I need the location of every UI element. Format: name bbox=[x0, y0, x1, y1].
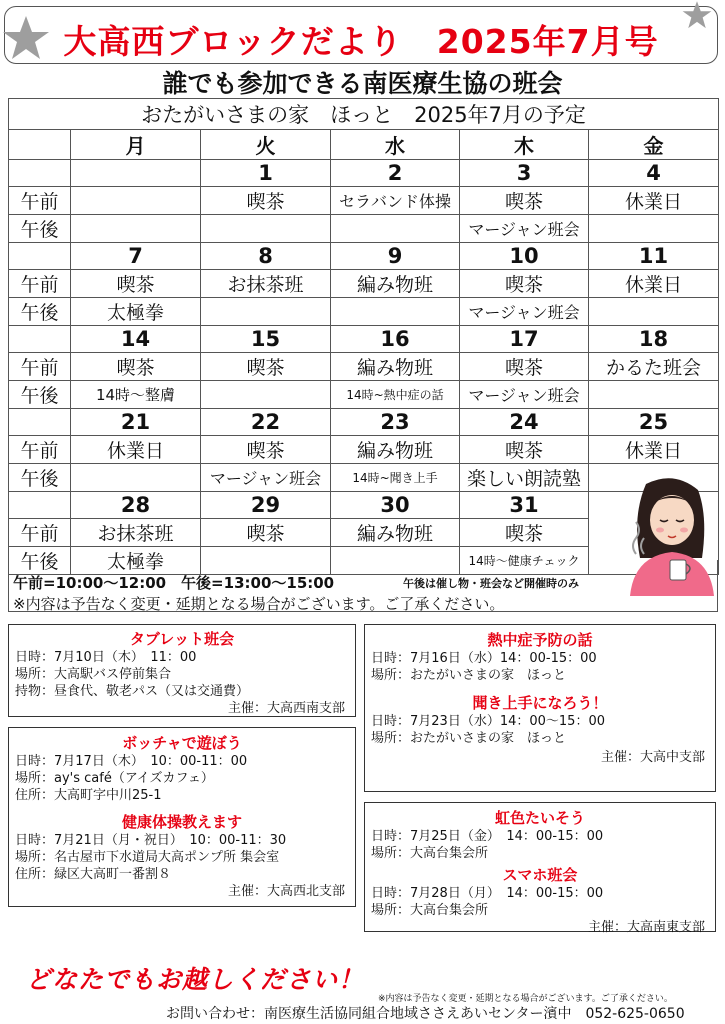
event-line: 日時：7月25日（金） 14：00-15：00 bbox=[371, 829, 604, 844]
pm-note: 午後は催し物・班会など開催時のみ bbox=[403, 577, 579, 590]
weekday-header: 月 bbox=[71, 130, 201, 160]
date-cell: 17 bbox=[460, 326, 589, 353]
pm-cell bbox=[331, 298, 460, 326]
date-cell: 4 bbox=[589, 160, 719, 187]
event-line: 場所：おたがいさまの家 ほっと bbox=[371, 668, 567, 683]
pm-cell: マージャン班会 bbox=[460, 298, 589, 326]
am-cell: 喫茶 bbox=[71, 270, 201, 298]
am-cell: 喫茶 bbox=[71, 353, 201, 381]
pm-cell bbox=[589, 215, 719, 243]
event-line: 日時：7月21日（月・祝日） 10：00-11：30 bbox=[15, 833, 287, 848]
event-line: 場所：おたがいさまの家 ほっと bbox=[371, 731, 567, 746]
event-box-tablet bbox=[8, 624, 356, 717]
pm-label: 午後 bbox=[9, 215, 71, 243]
star-icon bbox=[682, 0, 712, 30]
pm-cell: 14時～健康チェック bbox=[460, 547, 589, 575]
date-cell: 24 bbox=[460, 409, 589, 436]
date-cell: 31 bbox=[460, 492, 589, 519]
event-title: 聞き上手になろう！ bbox=[472, 694, 608, 712]
pm-label: 午後 bbox=[9, 547, 71, 575]
date-cell: 2 bbox=[331, 160, 460, 187]
am-cell: 喫茶 bbox=[201, 519, 331, 547]
schedule-calendar bbox=[8, 98, 719, 575]
date-cell: 29 bbox=[201, 492, 331, 519]
pm-cell bbox=[71, 464, 201, 492]
date-cell: 11 bbox=[589, 243, 719, 270]
am-cell: 喫茶 bbox=[460, 270, 589, 298]
label-cell bbox=[9, 160, 71, 187]
date-cell: 8 bbox=[201, 243, 331, 270]
event-host: 主催：大高中支部 bbox=[600, 750, 705, 765]
pm-cell: 14時~聞き上手 bbox=[331, 464, 460, 492]
am-label: 午前 bbox=[9, 187, 71, 215]
am-cell bbox=[71, 187, 201, 215]
am-cell: 喫茶 bbox=[460, 519, 589, 547]
event-title: タブレット班会 bbox=[129, 630, 235, 648]
am-cell: 休業日 bbox=[589, 270, 719, 298]
am-label: 午前 bbox=[9, 270, 71, 298]
event-title: 健康体操教えます bbox=[121, 813, 242, 831]
subtitle: 誰でも参加できる南医療生協の班会 bbox=[162, 69, 563, 98]
am-label: 午前 bbox=[9, 436, 71, 464]
am-cell: かるた班会 bbox=[589, 353, 719, 381]
pm-cell: 太極拳 bbox=[71, 547, 201, 575]
pm-label: 午後 bbox=[9, 381, 71, 409]
weekday-header: 水 bbox=[331, 130, 460, 160]
pm-cell bbox=[201, 215, 331, 243]
pm-cell: 14時~熱中症の話 bbox=[331, 381, 460, 409]
pm-cell bbox=[201, 298, 331, 326]
event-host: 主催：大高南東支部 bbox=[587, 920, 705, 935]
event-line: 日時：7月10日（木） 11：00 bbox=[15, 650, 197, 665]
date-cell: 22 bbox=[201, 409, 331, 436]
am-cell: お抹茶班 bbox=[201, 270, 331, 298]
am-cell: お抹茶班 bbox=[71, 519, 201, 547]
event-line: 日時：7月16日（水）14：00-15：00 bbox=[371, 651, 597, 666]
change-notice: ※内容は予告なく変更・延期となる場合がございます。ご了承ください。 bbox=[13, 595, 505, 613]
event-box-heatstroke-listening bbox=[364, 624, 716, 792]
event-line: 住所：緑区大高町一番割８ bbox=[15, 867, 172, 882]
event-host: 主催：大高西南支部 bbox=[227, 701, 345, 716]
event-line: 場所：ay's café（アイズカフェ） bbox=[15, 771, 214, 786]
label-cell bbox=[9, 492, 71, 519]
event-line: 場所：大高台集会所 bbox=[371, 846, 489, 861]
contact-info: お問い合わせ：南医療生活協同組合地域ささえあいセンター濱中 052-625-0650 bbox=[166, 1006, 685, 1022]
pm-label: 午後 bbox=[9, 464, 71, 492]
calendar-title: おたがいさまの家 ほっと 2025年7月の予定 bbox=[9, 99, 719, 130]
pm-cell: マージャン班会 bbox=[460, 215, 589, 243]
am-cell: 編み物班 bbox=[331, 436, 460, 464]
am-cell: 喫茶 bbox=[460, 187, 589, 215]
event-line: 場所：名古屋市下水道局大高ポンプ所 集会室 bbox=[15, 850, 280, 865]
hours-text: 午前=10:00～12:00 午後=13:00～15:00 bbox=[13, 574, 335, 592]
date-cell: 9 bbox=[331, 243, 460, 270]
weekday-header: 金 bbox=[589, 130, 719, 160]
am-cell: 喫茶 bbox=[460, 436, 589, 464]
date-cell bbox=[71, 160, 201, 187]
event-line: 日時：7月28日（月） 14：00-15：00 bbox=[371, 886, 604, 901]
newsletter-title: 大高西ブロックだより 2025年7月号 bbox=[63, 22, 659, 61]
footer-footnote: ※内容は予告なく変更・延期となる場合がございます。ご了承ください。 bbox=[378, 994, 673, 1004]
header-banner bbox=[4, 6, 718, 64]
star-icon bbox=[2, 14, 50, 62]
date-cell: 7 bbox=[71, 243, 201, 270]
event-line: 場所：大高台集会所 bbox=[371, 903, 489, 918]
am-cell: 休業日 bbox=[71, 436, 201, 464]
event-line: 日時：7月23日（水）14：00～15：00 bbox=[371, 714, 605, 729]
event-box-rainbow-smartphone bbox=[364, 802, 716, 935]
am-cell: 休業日 bbox=[589, 436, 719, 464]
date-cell: 23 bbox=[331, 409, 460, 436]
welcome-message: どなたでもお越しください！ bbox=[26, 965, 365, 994]
event-line: 持物：昼食代、敬老パス（又は交通費） bbox=[15, 684, 250, 699]
label-cell bbox=[9, 409, 71, 436]
event-title: ボッチャで遊ぼう bbox=[122, 734, 242, 752]
date-cell: 25 bbox=[589, 409, 719, 436]
date-cell: 1 bbox=[201, 160, 331, 187]
date-cell: 10 bbox=[460, 243, 589, 270]
date-cell: 3 bbox=[460, 160, 589, 187]
event-title: スマホ班会 bbox=[502, 866, 578, 884]
pm-cell bbox=[201, 381, 331, 409]
date-cell: 14 bbox=[71, 326, 201, 353]
pm-cell bbox=[331, 215, 460, 243]
pm-cell: マージャン班会 bbox=[201, 464, 331, 492]
am-label: 午前 bbox=[9, 519, 71, 547]
am-cell: 編み物班 bbox=[331, 519, 460, 547]
pm-cell: 太極拳 bbox=[71, 298, 201, 326]
pm-label: 午後 bbox=[9, 298, 71, 326]
pm-cell bbox=[589, 298, 719, 326]
event-line: 場所：大高駅バス停前集合 bbox=[15, 667, 172, 682]
am-cell: 休業日 bbox=[589, 187, 719, 215]
date-cell: 18 bbox=[589, 326, 719, 353]
label-cell bbox=[9, 243, 71, 270]
event-line: 日時：7月17日（木） 10：00-11：00 bbox=[15, 754, 248, 769]
weekday-header: 火 bbox=[201, 130, 331, 160]
pm-cell: 14時～整膚 bbox=[71, 381, 201, 409]
event-host: 主催：大高西北支部 bbox=[227, 884, 345, 899]
date-cell: 16 bbox=[331, 326, 460, 353]
pm-cell: 楽しい朗読塾 bbox=[460, 464, 589, 492]
corner-cell bbox=[9, 130, 71, 160]
date-cell: 21 bbox=[71, 409, 201, 436]
am-cell: 編み物班 bbox=[331, 270, 460, 298]
event-title: 熱中症予防の話 bbox=[487, 631, 593, 649]
event-line: 住所：大高町字中川25-1 bbox=[15, 788, 162, 803]
date-cell: 28 bbox=[71, 492, 201, 519]
pm-cell bbox=[71, 215, 201, 243]
am-cell: 喫茶 bbox=[201, 436, 331, 464]
schedule-legend bbox=[8, 560, 718, 612]
event-title: 虹色たいそう bbox=[494, 809, 585, 827]
pm-cell: マージャン班会 bbox=[460, 381, 589, 409]
event-box-boccia-health bbox=[8, 727, 356, 907]
am-cell: 喫茶 bbox=[201, 187, 331, 215]
am-label: 午前 bbox=[9, 353, 71, 381]
pm-cell bbox=[589, 381, 719, 409]
am-cell: 編み物班 bbox=[331, 353, 460, 381]
am-cell: セラバンド体操 bbox=[331, 187, 460, 215]
date-cell: 30 bbox=[331, 492, 460, 519]
date-cell: 15 bbox=[201, 326, 331, 353]
am-cell: 喫茶 bbox=[201, 353, 331, 381]
weekday-header: 木 bbox=[460, 130, 589, 160]
label-cell bbox=[9, 326, 71, 353]
am-cell: 喫茶 bbox=[460, 353, 589, 381]
